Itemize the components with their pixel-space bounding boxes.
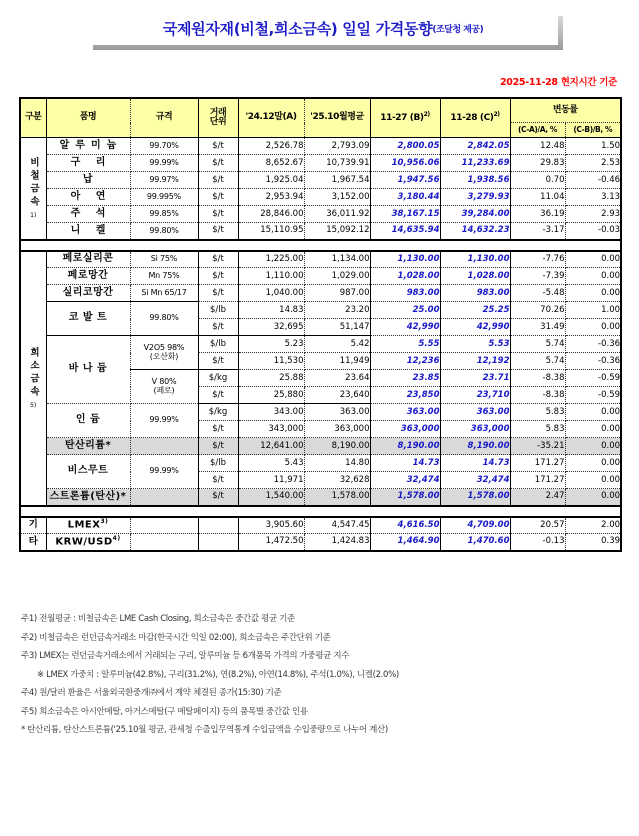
item-unit: $/t xyxy=(198,472,238,489)
page-title-source: (조달청 제공) xyxy=(432,24,484,35)
value-change-cb: 0.00 xyxy=(565,489,621,506)
footnote-5: 주5) 희소금속은 아시안메탈, 아거스메탈(구 메탈페이지) 등의 품목별 중간값 인용 xyxy=(21,706,308,717)
value-col-avg: 4,547.45 xyxy=(304,517,370,534)
item-unit: $/t xyxy=(198,319,238,336)
price-table xyxy=(19,97,622,552)
item-spec: 99.99% xyxy=(130,404,198,438)
value-col-c: 8,190.00 xyxy=(440,438,510,455)
item-name: 구 리 xyxy=(46,155,130,172)
value-col-c: 23.71 xyxy=(440,370,510,387)
value-col-b: 1,578.00 xyxy=(370,489,440,506)
value-col-b: 5.55 xyxy=(370,336,440,353)
value-col-c: 11,233.69 xyxy=(440,155,510,172)
value-change-cb: 0.00 xyxy=(565,319,621,336)
value-col-c: 42,990 xyxy=(440,319,510,336)
value-col-a: 1,925.04 xyxy=(238,172,304,189)
value-col-b: 12,236 xyxy=(370,353,440,370)
value-col-a: 343.00 xyxy=(238,404,304,421)
table-row xyxy=(20,189,621,206)
value-col-b: 363,000 xyxy=(370,421,440,438)
value-col-avg: 363.00 xyxy=(304,404,370,421)
value-col-b: 3,180.44 xyxy=(370,189,440,206)
value-change-cb: -0.03 xyxy=(565,223,621,240)
value-col-avg: 1,029.00 xyxy=(304,268,370,285)
item-name: 비스무트 xyxy=(46,455,130,489)
value-col-a: 1,472.50 xyxy=(238,534,304,551)
header-col-b xyxy=(370,98,440,138)
group-label-text: 희소금속 xyxy=(28,346,39,399)
header-unit xyxy=(198,98,238,138)
item-name: 알루미늄 xyxy=(46,138,130,155)
value-col-a: 1,040.00 xyxy=(238,285,304,302)
table-row xyxy=(20,455,621,472)
value-col-a: 5.23 xyxy=(238,336,304,353)
value-col-a: 2,526.78 xyxy=(238,138,304,155)
table-row xyxy=(20,438,621,455)
value-col-avg: 32,628 xyxy=(304,472,370,489)
value-change-ca: 11.04 xyxy=(510,189,565,206)
value-change-ca: 12.48 xyxy=(510,138,565,155)
value-col-c: 3,279.93 xyxy=(440,189,510,206)
page-title: 국제원자재(비철,희소금속) 일일 가격동향 xyxy=(162,19,433,38)
item-unit: $/t xyxy=(198,285,238,302)
header-col-b-sup: 2) xyxy=(423,111,430,119)
header-col-a: '24.12말(A) xyxy=(238,98,304,138)
value-col-b: 10,956.06 xyxy=(370,155,440,172)
header-change-group: 변동률 xyxy=(510,98,621,123)
table-row xyxy=(20,172,621,189)
item-name-label: KRW/USD xyxy=(55,536,113,548)
item-spec-line1: V2O5 98% xyxy=(143,343,185,353)
value-col-a: 343,000 xyxy=(238,421,304,438)
value-col-b: 38,167.15 xyxy=(370,206,440,223)
item-spec: 99.80% xyxy=(130,223,198,240)
group-label-sup: 5) xyxy=(30,401,37,409)
value-change-ca: 70.26 xyxy=(510,302,565,319)
value-col-b: 23,850 xyxy=(370,387,440,404)
item-name: 납 xyxy=(46,172,130,189)
value-change-cb: 0.00 xyxy=(565,285,621,302)
group-label-sup: 1) xyxy=(30,212,37,220)
value-col-avg: 3,152.00 xyxy=(304,189,370,206)
value-col-c: 5.53 xyxy=(440,336,510,353)
value-change-cb: 0.00 xyxy=(565,251,621,268)
item-unit: $/t xyxy=(198,489,238,506)
section-gap xyxy=(20,506,621,517)
value-col-c: 1,028.00 xyxy=(440,268,510,285)
value-change-cb: 0.00 xyxy=(565,472,621,489)
value-change-ca: -0.13 xyxy=(510,534,565,551)
value-col-c: 1,938.56 xyxy=(440,172,510,189)
item-spec-line1: V 80% xyxy=(151,377,177,387)
value-col-a: 11,971 xyxy=(238,472,304,489)
item-name: 실리코망간 xyxy=(46,285,130,302)
table-row xyxy=(20,302,621,319)
item-spec-line2: (오산화) xyxy=(149,351,179,361)
value-col-avg: 23.20 xyxy=(304,302,370,319)
item-name: 탄산리튬* xyxy=(46,438,130,455)
value-col-b: 23.85 xyxy=(370,370,440,387)
value-change-cb: -0.36 xyxy=(565,353,621,370)
value-col-a: 1,225.00 xyxy=(238,251,304,268)
value-change-ca: 29.83 xyxy=(510,155,565,172)
item-unit: $/t xyxy=(198,421,238,438)
item-unit: $/t xyxy=(198,438,238,455)
title-banner xyxy=(0,0,639,52)
value-col-b: 14.73 xyxy=(370,455,440,472)
value-col-avg: 1,967.54 xyxy=(304,172,370,189)
value-change-ca: -35.21 xyxy=(510,438,565,455)
value-col-avg: 363,000 xyxy=(304,421,370,438)
table-row xyxy=(20,517,621,534)
item-name: 주 석 xyxy=(46,206,130,223)
value-col-b: 14,635.94 xyxy=(370,223,440,240)
value-col-c: 39,284.00 xyxy=(440,206,510,223)
value-col-c: 983.00 xyxy=(440,285,510,302)
section-gap xyxy=(20,240,621,251)
item-unit: $/lb xyxy=(198,302,238,319)
header-unit-line1: 거래 xyxy=(209,107,227,118)
value-col-avg: 23,640 xyxy=(304,387,370,404)
item-spec: 99.97% xyxy=(130,172,198,189)
footnote-3-detail: ※ LMEX 가중치 : 알루미늄(42.8%), 구리(31.2%), 연(8.2%), 아연(14.8%), 주석(1.0%), 니켈(2.0%) xyxy=(37,669,399,680)
table-row xyxy=(20,206,621,223)
item-spec: Mn 75% xyxy=(130,268,198,285)
value-change-ca: 5.83 xyxy=(510,404,565,421)
value-col-b: 1,464.90 xyxy=(370,534,440,551)
value-col-c: 1,130.00 xyxy=(440,251,510,268)
value-col-a: 12,641.00 xyxy=(238,438,304,455)
value-change-ca: -8.38 xyxy=(510,387,565,404)
item-unit: $/t xyxy=(198,268,238,285)
value-change-cb: 0.00 xyxy=(565,268,621,285)
table-row xyxy=(20,251,621,268)
item-unit: $/t xyxy=(198,223,238,240)
title-plate-group xyxy=(88,11,558,45)
value-col-a: 11,530 xyxy=(238,353,304,370)
value-change-cb: -0.36 xyxy=(565,336,621,353)
value-col-a: 8,652.67 xyxy=(238,155,304,172)
footnote-asterisk: * 탄산리튬, 탄산스트론튬('25.10월 평균, 관세청 수출입무역통계 수입금액을 수입중량으로 나누어 계산) xyxy=(21,725,388,735)
value-col-b: 32,474 xyxy=(370,472,440,489)
value-col-a: 5.43 xyxy=(238,455,304,472)
item-spec xyxy=(130,534,198,551)
value-change-ca: 5.74 xyxy=(510,353,565,370)
value-col-a: 3,905.60 xyxy=(238,517,304,534)
item-unit: $/t xyxy=(198,206,238,223)
header-spec: 규격 xyxy=(130,98,198,138)
value-col-avg: 51,147 xyxy=(304,319,370,336)
group-label-nonferrous xyxy=(20,138,46,240)
item-spec: 99.99% xyxy=(130,455,198,489)
title-plate xyxy=(88,11,558,45)
footnote-1: 주1) 전월평균 : 비철금속은 LME Cash Closing, 희소금속은 중간값 평균 기준 xyxy=(21,614,295,624)
value-col-avg: 36,011.92 xyxy=(304,206,370,223)
value-col-avg: 987.00 xyxy=(304,285,370,302)
group-label-rare xyxy=(20,251,46,506)
value-col-avg: 1,578.00 xyxy=(304,489,370,506)
item-unit: $/t xyxy=(198,155,238,172)
item-spec: 99.85% xyxy=(130,206,198,223)
item-name: 코 발 트 xyxy=(46,302,130,336)
footnote-3: 주3) LMEX는 런던금속거래소에서 거래되는 구리, 알루미늄 등 6개품목 가격의 가중평균 지수 xyxy=(21,651,350,661)
value-change-cb: 0.00 xyxy=(565,455,621,472)
item-spec: 99.80% xyxy=(130,302,198,336)
item-unit: $/t xyxy=(198,138,238,155)
item-spec xyxy=(130,517,198,534)
value-change-cb: 0.00 xyxy=(565,404,621,421)
value-col-b: 2,800.05 xyxy=(370,138,440,155)
header-col-c-sup: 2) xyxy=(493,111,500,119)
table-row xyxy=(20,223,621,240)
item-unit: $/lb xyxy=(198,455,238,472)
value-change-cb: -0.46 xyxy=(565,172,621,189)
header-change-ca: (C-A)/A, % xyxy=(510,123,565,138)
value-change-ca: 5.74 xyxy=(510,336,565,353)
value-col-b: 8,190.00 xyxy=(370,438,440,455)
item-spec xyxy=(130,438,198,455)
item-unit: $/t xyxy=(198,251,238,268)
item-unit: $/kg xyxy=(198,404,238,421)
header-col-c-label: 11-28 (C) xyxy=(450,113,494,124)
price-table-wrapper xyxy=(19,97,620,552)
value-col-c: 14,632.23 xyxy=(440,223,510,240)
value-col-c: 1,470.60 xyxy=(440,534,510,551)
header-item: 품명 xyxy=(46,98,130,138)
header-category: 구분 xyxy=(20,98,46,138)
value-change-cb: 2.93 xyxy=(565,206,621,223)
header-col-b-label: 11-27 (B) xyxy=(380,113,424,124)
value-change-ca: -7.76 xyxy=(510,251,565,268)
value-col-c: 12,192 xyxy=(440,353,510,370)
date-basis-note: 2025-11-28 현지시간 기준 xyxy=(499,77,617,88)
value-col-a: 32,695 xyxy=(238,319,304,336)
item-unit: $/t xyxy=(198,189,238,206)
item-spec-line2: (페로) xyxy=(153,385,175,395)
item-spec: Si 75% xyxy=(130,251,198,268)
value-col-c: 32,474 xyxy=(440,472,510,489)
value-change-ca: 171.27 xyxy=(510,455,565,472)
value-col-c: 25.25 xyxy=(440,302,510,319)
value-change-cb: 3.13 xyxy=(565,189,621,206)
value-col-avg: 14.80 xyxy=(304,455,370,472)
item-name: 바 나 듐 xyxy=(46,336,130,404)
item-spec xyxy=(130,489,198,506)
value-col-b: 42,990 xyxy=(370,319,440,336)
item-name-label: LMEX xyxy=(67,519,101,531)
value-col-avg: 11,949 xyxy=(304,353,370,370)
value-change-ca: 36.19 xyxy=(510,206,565,223)
value-col-c: 4,709.00 xyxy=(440,517,510,534)
footnote-2: 주2) 비철금속은 런던금속거래소 마감(한국시간 익일 02:00), 희소금속은 주간단위 기준 xyxy=(21,632,331,643)
value-change-ca: -5.48 xyxy=(510,285,565,302)
value-col-b: 1,028.00 xyxy=(370,268,440,285)
footnotes xyxy=(21,612,581,742)
item-unit: $/kg xyxy=(198,370,238,387)
header-col-c xyxy=(440,98,510,138)
value-col-c: 363.00 xyxy=(440,404,510,421)
value-col-c: 2,842.05 xyxy=(440,138,510,155)
value-change-cb: 0.00 xyxy=(565,438,621,455)
value-col-a: 2,953.94 xyxy=(238,189,304,206)
value-col-avg: 5.42 xyxy=(304,336,370,353)
value-change-cb: -0.59 xyxy=(565,370,621,387)
header-unit-line2: 단위 xyxy=(209,117,227,127)
item-name: 아 연 xyxy=(46,189,130,206)
value-change-cb: 2.00 xyxy=(565,517,621,534)
value-change-cb: 0.39 xyxy=(565,534,621,551)
value-change-cb: 1.50 xyxy=(565,138,621,155)
value-col-a: 1,110.00 xyxy=(238,268,304,285)
item-name: 니 켈 xyxy=(46,223,130,240)
table-row xyxy=(20,404,621,421)
table-row xyxy=(20,489,621,506)
value-change-ca: 171.27 xyxy=(510,472,565,489)
item-spec: 99.70% xyxy=(130,138,198,155)
table-row xyxy=(20,268,621,285)
table-header-row xyxy=(20,98,621,123)
item-name: 페로망간 xyxy=(46,268,130,285)
item-unit xyxy=(198,534,238,551)
value-col-avg: 10,739.91 xyxy=(304,155,370,172)
value-col-avg: 1,424.83 xyxy=(304,534,370,551)
item-unit xyxy=(198,517,238,534)
value-change-ca: -7.39 xyxy=(510,268,565,285)
value-change-ca: 31.49 xyxy=(510,319,565,336)
value-col-b: 983.00 xyxy=(370,285,440,302)
value-col-a: 1,540.00 xyxy=(238,489,304,506)
table-row xyxy=(20,534,621,551)
value-col-a: 14.83 xyxy=(238,302,304,319)
value-col-avg: 8,190.00 xyxy=(304,438,370,455)
value-col-avg: 15,092.12 xyxy=(304,223,370,240)
group-label-other-1: 기 xyxy=(20,517,46,534)
value-col-a: 28,846.00 xyxy=(238,206,304,223)
item-name: 페로실리콘 xyxy=(46,251,130,268)
table-row xyxy=(20,138,621,155)
value-col-b: 363.00 xyxy=(370,404,440,421)
item-name-sup: 4) xyxy=(112,534,121,542)
value-change-cb: -0.59 xyxy=(565,387,621,404)
item-unit: $/t xyxy=(198,387,238,404)
item-name xyxy=(46,534,130,551)
item-spec xyxy=(130,336,198,370)
value-col-c: 23,710 xyxy=(440,387,510,404)
value-change-ca: -8.38 xyxy=(510,370,565,387)
value-col-b: 4,616.50 xyxy=(370,517,440,534)
value-col-b: 1,947.56 xyxy=(370,172,440,189)
footnote-4: 주4) 원/달러 환율은 서울외국환중개㈜에서 계약 체결된 종가(15:30) 기준 xyxy=(21,688,282,698)
value-change-ca: 5.83 xyxy=(510,421,565,438)
value-change-ca: 20.57 xyxy=(510,517,565,534)
value-col-c: 1,578.00 xyxy=(440,489,510,506)
value-col-c: 14.73 xyxy=(440,455,510,472)
value-col-a: 25.88 xyxy=(238,370,304,387)
item-unit: $/lb xyxy=(198,336,238,353)
item-name: 스트론튬(탄산)* xyxy=(46,489,130,506)
value-col-b: 1,130.00 xyxy=(370,251,440,268)
value-col-avg: 2,793.09 xyxy=(304,138,370,155)
value-col-a: 25,880 xyxy=(238,387,304,404)
value-col-avg: 1,134.00 xyxy=(304,251,370,268)
item-name-sup: 3) xyxy=(100,518,109,526)
header-change-cb: (C-B)/B, % xyxy=(565,123,621,138)
table-row xyxy=(20,336,621,353)
value-change-cb: 0.00 xyxy=(565,421,621,438)
item-name xyxy=(46,517,130,534)
value-col-avg: 23.64 xyxy=(304,370,370,387)
value-change-cb: 1.00 xyxy=(565,302,621,319)
value-col-b: 25.00 xyxy=(370,302,440,319)
value-col-c: 363,000 xyxy=(440,421,510,438)
item-unit: $/t xyxy=(198,353,238,370)
value-change-ca: -3.17 xyxy=(510,223,565,240)
item-spec: 99.99% xyxy=(130,155,198,172)
group-label-other-2: 타 xyxy=(20,534,46,551)
table-row xyxy=(20,285,621,302)
value-change-cb: 2.53 xyxy=(565,155,621,172)
value-change-ca: 2.47 xyxy=(510,489,565,506)
value-change-ca: 0.70 xyxy=(510,172,565,189)
item-unit: $/t xyxy=(198,172,238,189)
item-spec: Si Mn 65/17 xyxy=(130,285,198,302)
header-col-avg: '25.10월평균 xyxy=(304,98,370,138)
item-spec xyxy=(130,370,198,404)
table-row xyxy=(20,155,621,172)
item-name: 인 듐 xyxy=(46,404,130,438)
value-col-a: 15,110.95 xyxy=(238,223,304,240)
group-label-text: 비철금속 xyxy=(28,157,39,210)
item-spec: 99.995% xyxy=(130,189,198,206)
